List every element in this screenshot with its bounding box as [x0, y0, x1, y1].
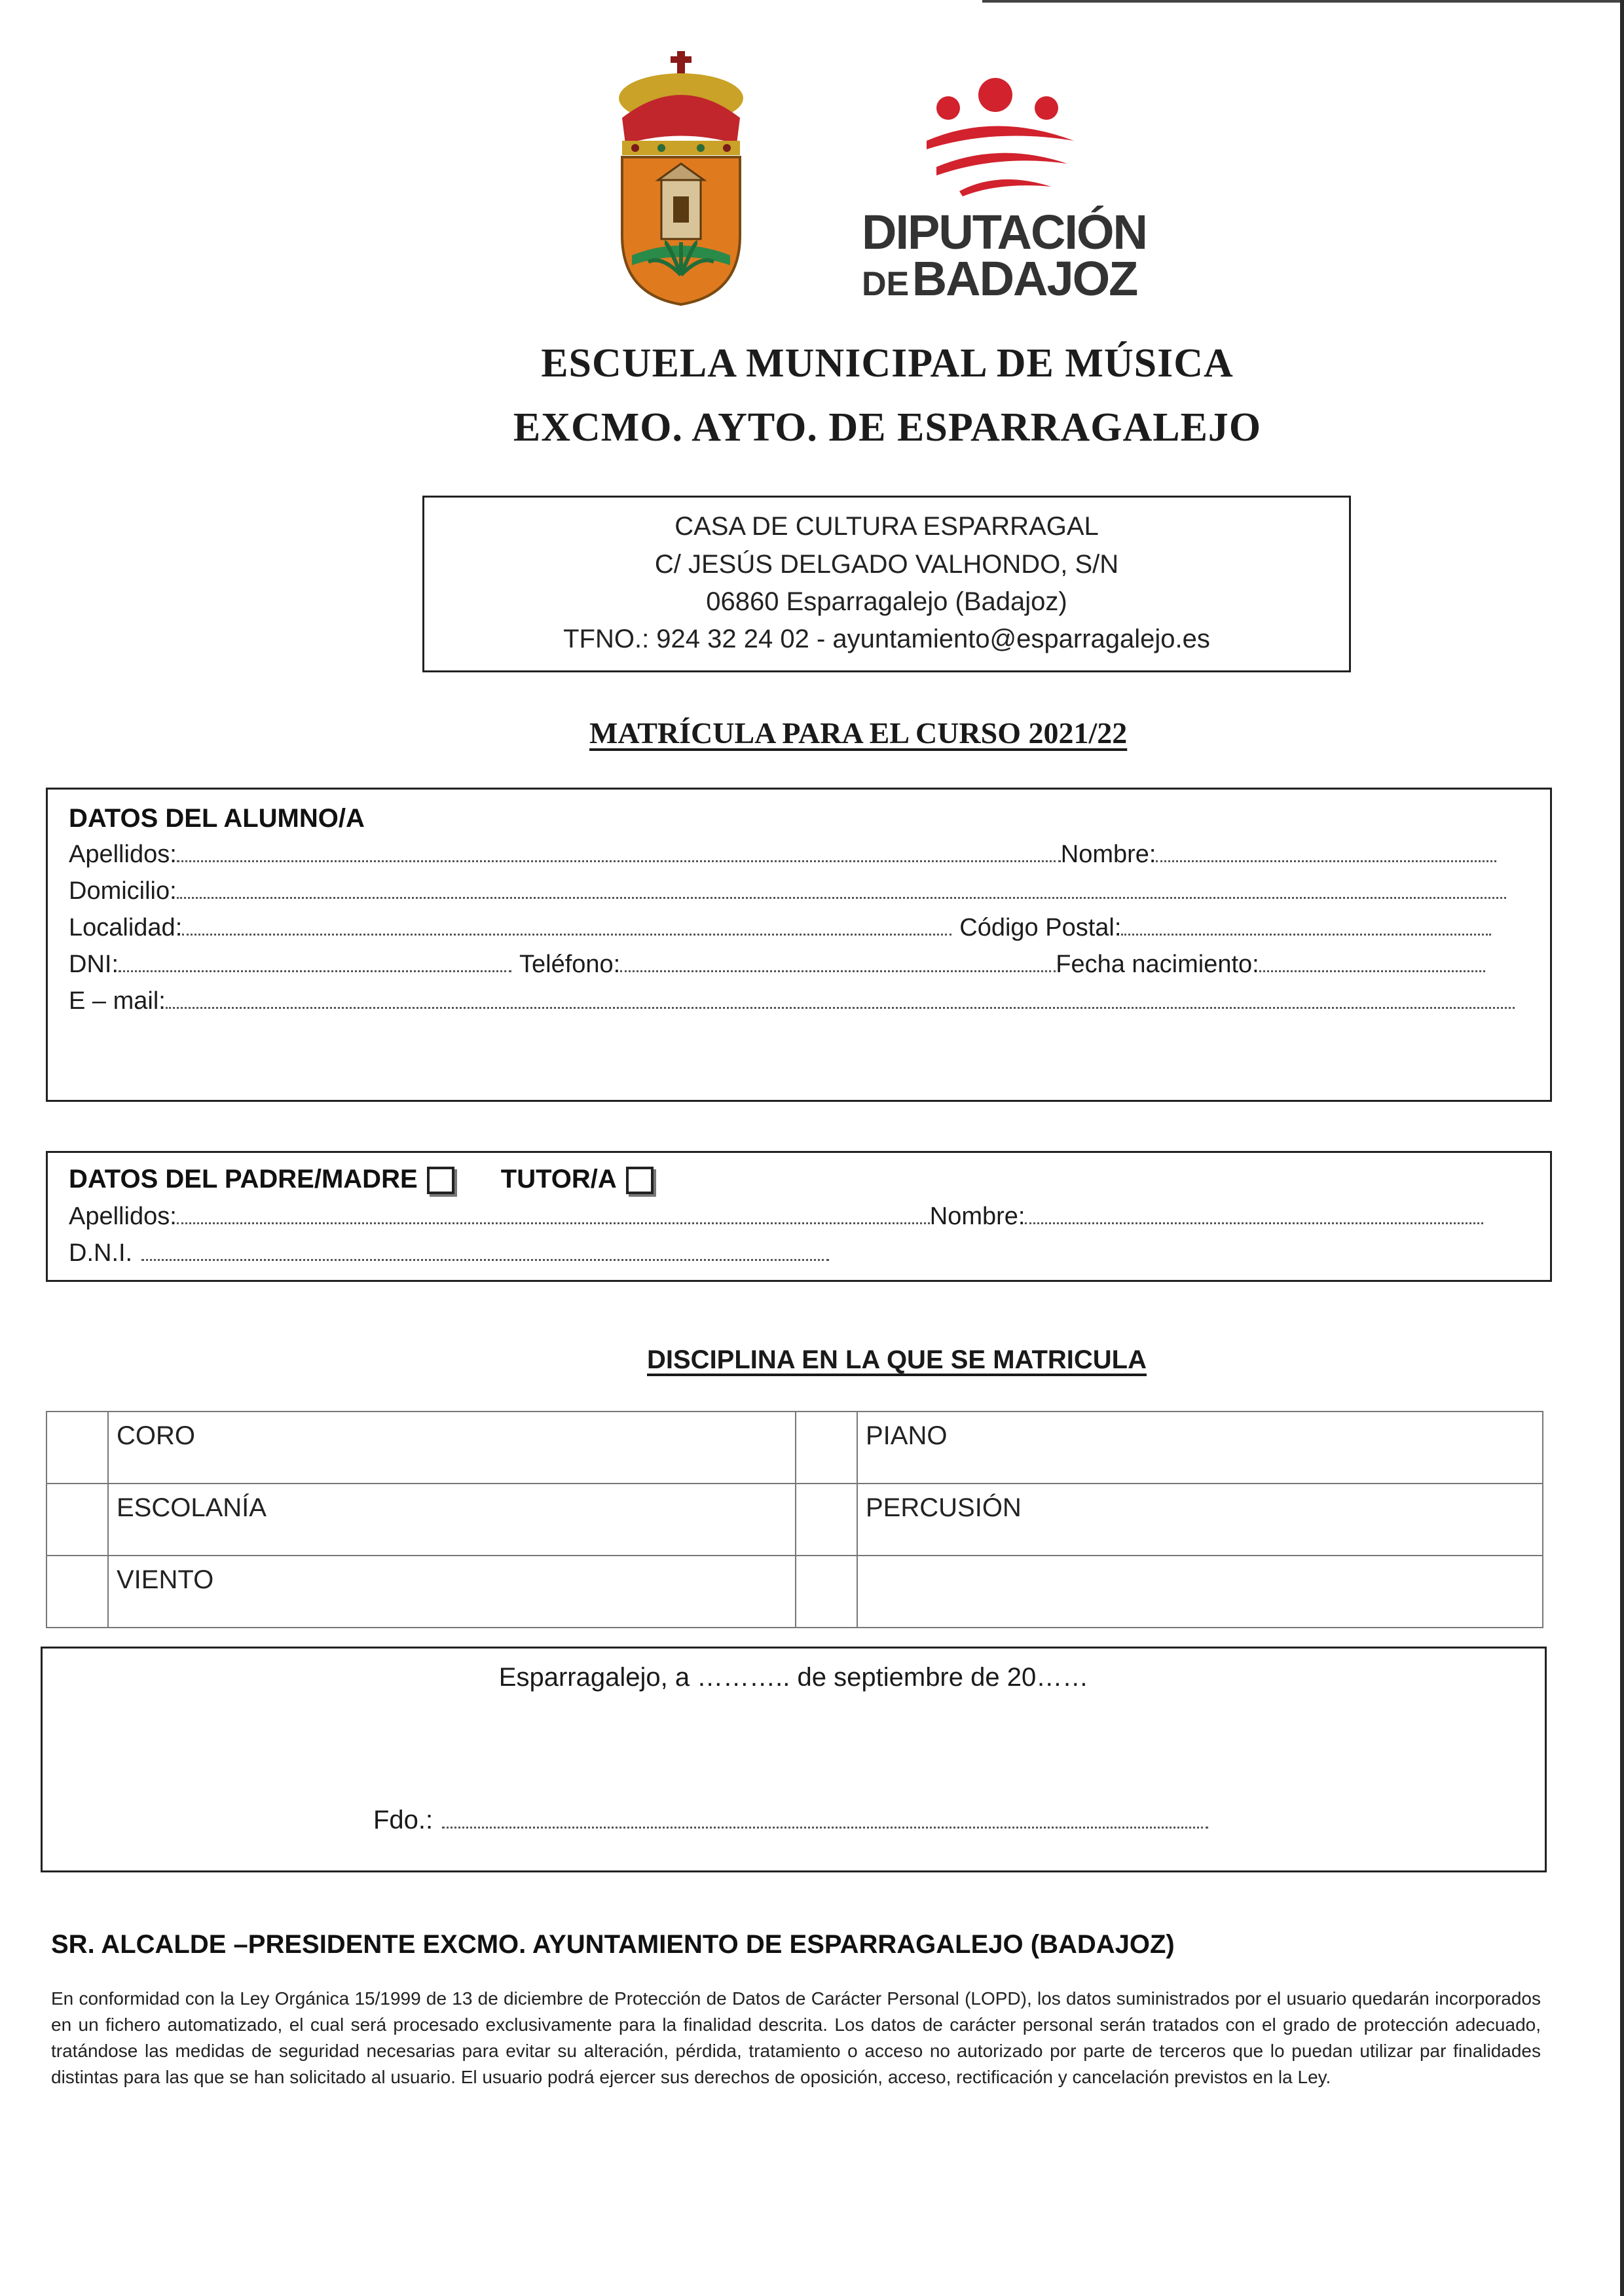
discipline-checkbox-escolania[interactable] [46, 1484, 108, 1556]
telefono-label: Teléfono: [519, 951, 621, 978]
fdo-label: Fdo.: [373, 1806, 434, 1834]
parent-section-title [69, 1165, 654, 1194]
discipline-label [857, 1556, 1543, 1628]
nombre-field[interactable] [1156, 841, 1496, 862]
discipline-title: DISCIPLINA EN LA QUE SE MATRICULA [647, 1345, 1147, 1374]
parent-row-apellidos [69, 1203, 1483, 1231]
apellidos-field[interactable] [177, 841, 1061, 862]
diputacion-logo-de: DE [862, 265, 910, 303]
diputacion-logo-text-line2 [862, 251, 1137, 306]
address-line-4: TFNO.: 924 32 24 02 - ayuntamiento@esparragalejo.es [563, 625, 1210, 653]
table-row [46, 1484, 1543, 1556]
signature-field[interactable] [442, 1807, 1208, 1829]
student-row-email [69, 987, 1515, 1015]
table-row [46, 1412, 1543, 1484]
discipline-table [46, 1411, 1543, 1628]
enrollment-title: MATRÍCULA PARA EL CURSO 2021/22 [589, 716, 1128, 750]
data-protection-notice: En conformidad con la Ley Orgánica 15/1999 de 13 de diciembre de Protección de Datos de Carácter Personal (LOPD), los datos suministrados por el usuario quedarán incorporados en un fichero automatizado, el cual será procesado exclusivamente para la finalidad descrita. Los datos de carácter personal serán tratados con el grado de protección adecuado, tratándose las medidas de seguridad necesarias para evitar su alteración, pérdida, tratamiento o acceso no autorizado por parte de terceros que lo puedan utilizar par finalidades distintas para las que se han solicitado al usuario. El usuario podrá ejercer sus derechos de oposición, acceso, rectificación y cancelación previstos en la Ley. [51, 1988, 1541, 2087]
discipline-checkbox-coro[interactable] [46, 1412, 108, 1484]
parent-row-dni [69, 1239, 829, 1267]
discipline-checkbox-empty[interactable] [796, 1556, 857, 1628]
diputacion-logo-mark [917, 72, 1080, 196]
discipline-checkbox-percusion[interactable] [796, 1484, 857, 1556]
parent-apellidos-label: Apellidos: [69, 1203, 177, 1230]
discipline-checkbox-viento[interactable] [46, 1556, 108, 1628]
codigo-postal-field[interactable] [1121, 914, 1491, 936]
dni-label: DNI: [69, 951, 119, 978]
email-field[interactable] [166, 987, 1515, 1009]
address-box [422, 496, 1351, 672]
discipline-label: PIANO [857, 1412, 1543, 1484]
student-section-title: DATOS DEL ALUMNO/A [69, 804, 365, 833]
parent-nombre-label: Nombre: [929, 1203, 1025, 1230]
address-line-2: C/ JESÚS DELGADO VALHONDO, S/N [654, 550, 1119, 579]
fecha-nacimiento-label: Fecha nacimiento: [1056, 951, 1259, 978]
tutor-checkbox[interactable] [626, 1167, 654, 1194]
diputacion-logo-text-line1: DIPUTACIÓN [862, 205, 1147, 259]
domicilio-field[interactable] [177, 877, 1506, 899]
discipline-label: PERCUSIÓN [857, 1484, 1543, 1556]
codigo-postal-label: Código Postal: [959, 914, 1122, 941]
telefono-field[interactable] [620, 951, 1056, 972]
parent-apellidos-field[interactable] [177, 1203, 930, 1224]
address-line-3: 06860 Esparragalejo (Badajoz) [706, 587, 1067, 616]
table-row [46, 1556, 1543, 1628]
tutor-label: TUTOR/A [500, 1165, 617, 1194]
parent-data-box [46, 1151, 1552, 1282]
discipline-label: ESCOLANÍA [108, 1484, 796, 1556]
parent-checkbox[interactable] [427, 1167, 454, 1194]
parent-nombre-field[interactable] [1025, 1203, 1483, 1224]
student-row-domicilio [69, 877, 1506, 905]
discipline-label: VIENTO [108, 1556, 796, 1628]
mayor-addressee: SR. ALCALDE –PRESIDENTE EXCMO. AYUNTAMIENTO DE ESPARRAGALEJO (BADAJOZ) [51, 1930, 1175, 1959]
scan-top-edge [982, 0, 1624, 3]
discipline-label: CORO [108, 1412, 796, 1484]
council-title: EXCMO. AYTO. DE ESPARRAGALEJO [513, 405, 1262, 450]
diputacion-logo-badajoz: BADAJOZ [912, 251, 1137, 306]
parent-label: DATOS DEL PADRE/MADRE [69, 1165, 418, 1194]
apellidos-label: Apellidos: [69, 841, 177, 868]
parent-dni-label: D.N.I. [69, 1239, 133, 1267]
localidad-field[interactable] [182, 914, 951, 936]
school-title: ESCUELA MUNICIPAL DE MÚSICA [541, 341, 1234, 386]
email-label: E – mail: [69, 987, 166, 1015]
nombre-label: Nombre: [1060, 841, 1156, 868]
parent-dni-field[interactable] [141, 1239, 829, 1261]
coat-of-arms-logo [602, 46, 760, 308]
discipline-checkbox-piano[interactable] [796, 1412, 857, 1484]
fecha-nacimiento-field[interactable] [1259, 951, 1485, 972]
signature-line [373, 1806, 1208, 1835]
student-data-box [46, 788, 1552, 1102]
dni-field[interactable] [119, 951, 511, 972]
student-row-dni [69, 951, 1485, 979]
date-line[interactable]: Esparragalejo, a ……….. de septiembre de 20…… [498, 1663, 1089, 1692]
student-row-localidad [69, 914, 1491, 942]
domicilio-label: Domicilio: [69, 877, 177, 905]
signature-box [41, 1647, 1547, 1872]
localidad-label: Localidad: [69, 914, 183, 941]
address-line-1: CASA DE CULTURA ESPARRAGAL [674, 512, 1099, 541]
student-row-apellidos [69, 841, 1496, 869]
